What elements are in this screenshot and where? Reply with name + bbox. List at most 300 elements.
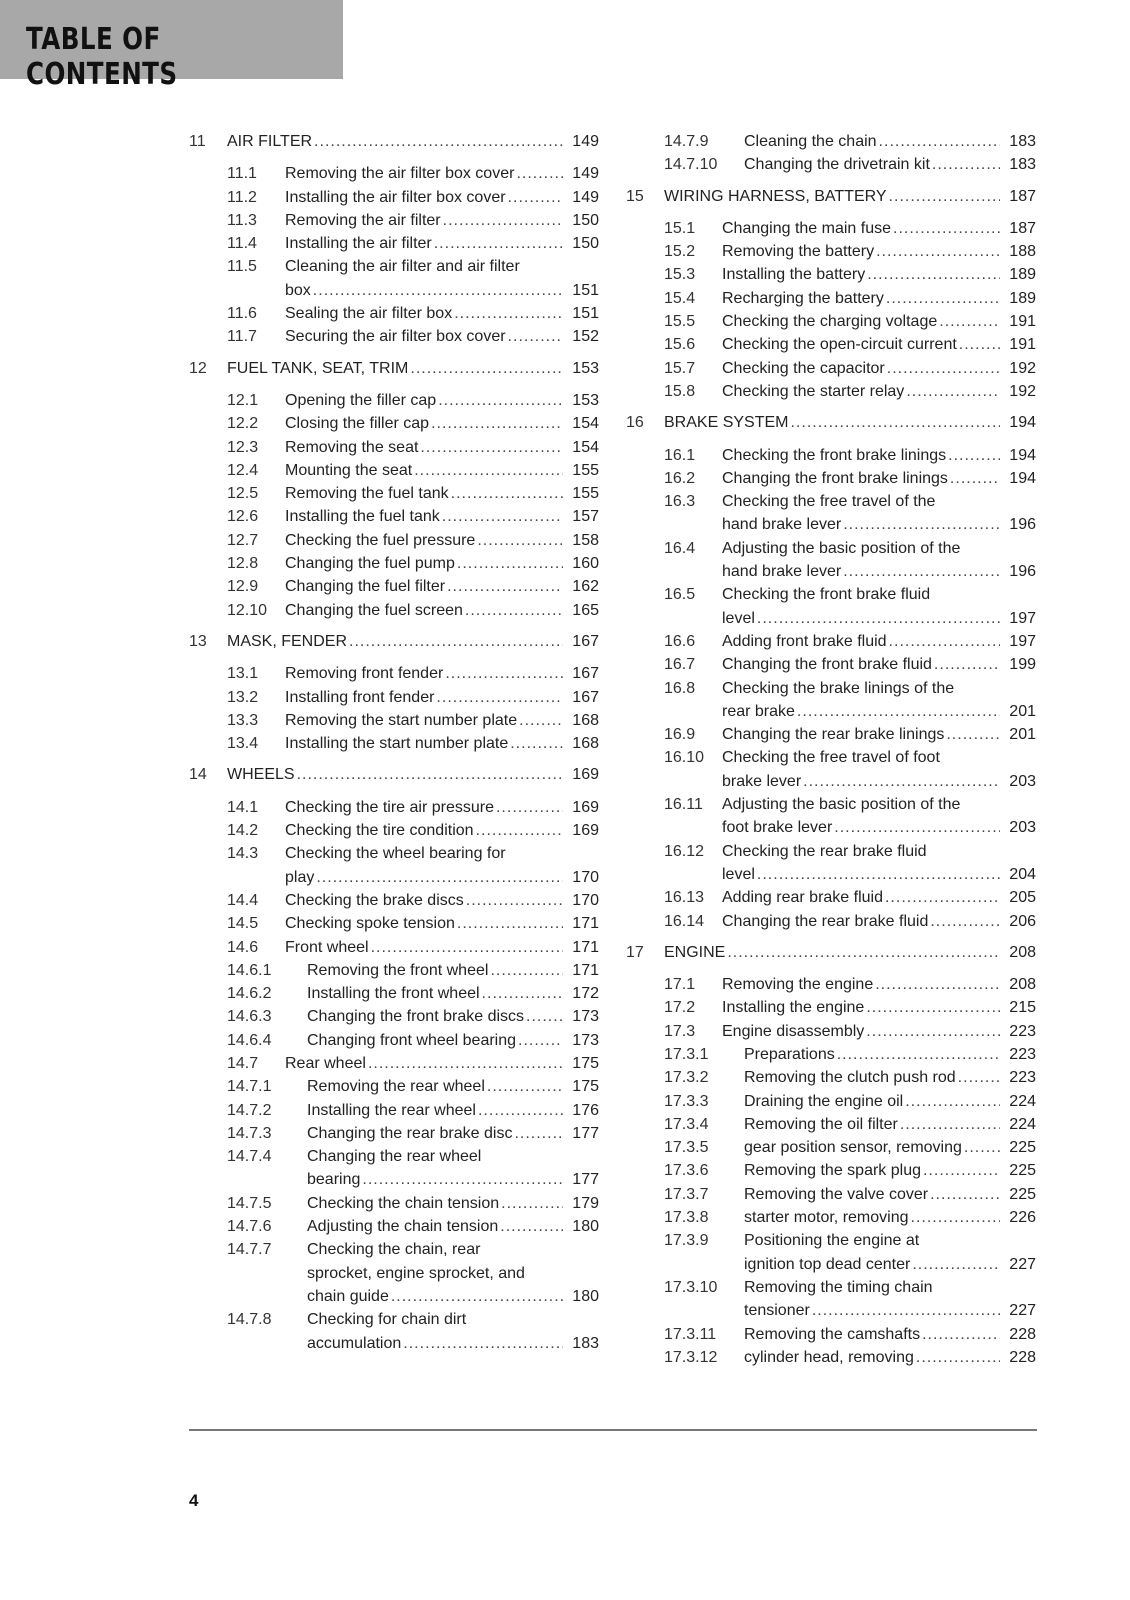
toc-entry[interactable] (189, 936, 599, 959)
toc-chapter-entry[interactable] (626, 411, 1036, 434)
toc-entry-title: Changing the fuel pump (285, 555, 455, 573)
toc-entry[interactable] (189, 842, 599, 889)
toc-entry[interactable] (626, 793, 1036, 840)
toc-entry[interactable] (189, 505, 599, 528)
toc-entry-title: Engine disassembly (722, 1022, 865, 1040)
dot-leader (893, 217, 1000, 240)
toc-entry-page: 197 (1009, 609, 1036, 627)
toc-entry-title: Changing the rear brake disc (307, 1124, 513, 1142)
toc-entry-title: Removing the battery (722, 243, 875, 261)
toc-entry-page: 160 (572, 555, 599, 573)
toc-entry-number: 16.3 (664, 493, 696, 511)
toc-entry[interactable] (189, 889, 599, 912)
toc-entry[interactable] (189, 552, 599, 575)
toc-entry[interactable] (189, 1052, 599, 1075)
toc-entry-title: AIR FILTER (227, 133, 313, 150)
toc-entry-title: Installing the air filter (285, 235, 432, 253)
dot-leader (371, 936, 563, 959)
toc-entry-number: 14.7 (227, 1054, 259, 1072)
toc-entry[interactable] (626, 357, 1036, 380)
toc-entry-page: 171 (572, 938, 599, 956)
toc-entry-page: 226 (1009, 1209, 1036, 1227)
toc-entry[interactable] (189, 1215, 599, 1238)
toc-entry[interactable] (626, 723, 1036, 746)
toc-entry-page: 204 (1009, 865, 1036, 883)
toc-entry-page: 227 (1009, 1255, 1036, 1273)
toc-entry-page: 153 (572, 359, 599, 377)
toc-entry-page: 152 (572, 328, 599, 346)
toc-entry[interactable] (189, 162, 599, 185)
toc-entry-title-line: Checking the brake linings of the (722, 679, 955, 697)
toc-entry[interactable] (626, 677, 1036, 724)
dot-leader (362, 1168, 563, 1191)
toc-entry-number: 12.1 (227, 391, 259, 409)
toc-entry-number: 14.4 (227, 891, 259, 909)
dot-leader (436, 686, 563, 709)
toc-entry[interactable] (189, 412, 599, 435)
dot-leader (438, 389, 563, 412)
toc-entry-title: Securing the air filter box cover (285, 328, 506, 346)
toc-entry-number: 16.1 (664, 446, 696, 464)
toc-entry-number: 14.7.1 (227, 1078, 272, 1096)
toc-entry-number: 14.7.5 (227, 1194, 272, 1212)
toc-entry-page: 150 (572, 235, 599, 253)
toc-entry-page: 208 (1009, 943, 1036, 961)
toc-entry[interactable] (626, 537, 1036, 584)
toc-entry[interactable] (189, 255, 599, 302)
toc-entry[interactable] (189, 1238, 599, 1308)
toc-entry-number: 12.8 (227, 555, 259, 573)
toc-entry[interactable] (626, 630, 1036, 653)
dot-leader (477, 529, 563, 552)
toc-entry[interactable] (626, 1159, 1036, 1182)
toc-entry-number: 14.7.8 (227, 1311, 272, 1329)
dot-leader (867, 263, 1000, 286)
toc-entry-number: 14 (189, 766, 207, 784)
toc-entry-number: 16 (626, 414, 644, 432)
toc-entry-number: 14.7.9 (664, 133, 709, 150)
dot-leader (964, 1136, 1000, 1159)
toc-entry[interactable] (189, 1075, 599, 1098)
toc-entry-number: 17.2 (664, 999, 696, 1017)
toc-entry[interactable] (626, 1229, 1036, 1276)
toc-entry[interactable] (189, 232, 599, 255)
toc-entry-page: 225 (1009, 1139, 1036, 1157)
toc-entry-title: accumulation (307, 1334, 402, 1352)
toc-entry-number: 16.7 (664, 656, 696, 674)
dot-leader (916, 1346, 1000, 1369)
toc-entry[interactable] (626, 153, 1036, 176)
toc-entry[interactable] (189, 1308, 599, 1355)
toc-entry[interactable] (626, 1206, 1036, 1229)
toc-entry[interactable] (189, 389, 599, 412)
toc-chapter-entry[interactable] (189, 630, 599, 653)
toc-entry-number: 14.3 (227, 845, 259, 863)
toc-entry[interactable] (189, 1029, 599, 1052)
toc-entry-page: 168 (572, 711, 599, 729)
toc-entry[interactable] (189, 1192, 599, 1215)
toc-entry-title: Adding rear brake fluid (722, 889, 883, 907)
toc-entry-number: 13.3 (227, 711, 259, 729)
toc-entry-number: 14.7.6 (227, 1218, 272, 1236)
toc-entry-page: 194 (1009, 414, 1036, 432)
toc-entry[interactable] (626, 444, 1036, 467)
toc-entry-title: Draining the engine oil (744, 1092, 904, 1110)
toc-entry[interactable] (189, 686, 599, 709)
dot-leader (790, 411, 1000, 434)
dot-leader (932, 153, 1000, 176)
toc-entry-title-line: Changing the rear wheel (307, 1148, 482, 1166)
dot-leader (866, 996, 1000, 1019)
dot-leader (948, 444, 1000, 467)
toc-entry-title: play (285, 868, 315, 886)
toc-entry[interactable] (626, 490, 1036, 537)
dot-leader (445, 662, 563, 685)
toc-entry-number: 15.5 (664, 313, 696, 331)
toc-entry-number: 17.3.10 (664, 1278, 718, 1296)
dot-leader (451, 482, 563, 505)
toc-entry-number: 13.4 (227, 735, 259, 753)
toc-entry-number: 14.6.4 (227, 1031, 272, 1049)
toc-entry-title: ENGINE (664, 943, 726, 961)
toc-entry-title: gear position sensor, removing (744, 1139, 962, 1157)
toc-entry-number: 13.1 (227, 665, 259, 683)
toc-entry[interactable] (626, 310, 1036, 333)
toc-entry-number: 17.3.12 (664, 1348, 718, 1366)
dot-leader (349, 630, 563, 653)
toc-entry-number: 12.3 (227, 438, 259, 456)
toc-entry[interactable] (626, 1323, 1036, 1346)
toc-entry-number: 14.2 (227, 822, 259, 840)
toc-entry[interactable] (189, 1122, 599, 1145)
toc-entry-page: 149 (572, 188, 599, 206)
toc-entry-page: 177 (572, 1124, 599, 1142)
toc-entry[interactable] (189, 1145, 599, 1192)
toc-entry-title: Changing the front brake fluid (722, 656, 932, 674)
toc-entry[interactable] (189, 482, 599, 505)
toc-entry-title: Removing the air filter (285, 211, 441, 229)
toc-entry[interactable] (189, 599, 599, 622)
toc-entry[interactable] (626, 380, 1036, 403)
toc-entry-number: 17.3.6 (664, 1162, 709, 1180)
toc-entry-page: 228 (1009, 1325, 1036, 1343)
toc-entry[interactable] (189, 575, 599, 598)
toc-entry-number: 13.2 (227, 688, 259, 706)
toc-entry-title: Installing front fender (285, 688, 435, 706)
toc-entry[interactable] (189, 529, 599, 552)
toc-entry[interactable] (189, 1099, 599, 1122)
toc-entry-title: Changing the front brake discs (307, 1008, 525, 1026)
toc-entry-title: Closing the filler cap (285, 415, 430, 433)
dot-leader (922, 1323, 1000, 1346)
toc-entry-number: 17.3.11 (664, 1325, 717, 1343)
toc-entry[interactable] (189, 459, 599, 482)
toc-entry[interactable] (189, 1005, 599, 1028)
toc-entry-page: 154 (572, 415, 599, 433)
toc-entry-title: Checking the fuel pressure (285, 531, 476, 549)
toc-entry-page: 206 (1009, 912, 1036, 930)
dot-leader (313, 279, 563, 302)
dot-leader (923, 1159, 1000, 1182)
toc-entry-title: Changing the main fuse (722, 219, 891, 237)
toc-entry-title: FUEL TANK, SEAT, TRIM (227, 359, 409, 377)
toc-entry[interactable] (626, 746, 1036, 793)
toc-entry[interactable] (189, 709, 599, 732)
toc-entry-title: Cleaning the chain (744, 133, 877, 150)
toc-entry-title-line: Checking the front brake fluid (722, 586, 931, 604)
toc-entry-number: 15.1 (664, 219, 696, 237)
toc-entry-number: 12 (189, 359, 207, 377)
toc-chapter-entry[interactable] (189, 357, 599, 380)
dot-leader (457, 552, 563, 575)
dot-leader (876, 240, 1000, 263)
toc-entry-page: 173 (572, 1008, 599, 1026)
dot-leader (297, 763, 563, 786)
toc-entry[interactable] (626, 1043, 1036, 1066)
toc-entry-title: Changing the rear brake fluid (722, 912, 929, 930)
dot-leader (514, 1122, 563, 1145)
toc-entry[interactable] (626, 653, 1036, 676)
toc-entry-title: Removing the valve cover (744, 1185, 929, 1203)
toc-entry[interactable] (189, 325, 599, 348)
toc-entry[interactable] (626, 1276, 1036, 1323)
toc-entry-page: 224 (1009, 1092, 1036, 1110)
dot-leader (516, 162, 563, 185)
dot-leader (496, 796, 563, 819)
toc-entry-page: 171 (572, 961, 599, 979)
toc-entry[interactable] (626, 1090, 1036, 1113)
toc-chapter-entry[interactable] (626, 185, 1036, 208)
toc-entry-number: 14.7.7 (227, 1241, 272, 1259)
toc-entry[interactable] (189, 732, 599, 755)
toc-entry-page: 175 (572, 1078, 599, 1096)
toc-entry-number: 11.1 (227, 165, 257, 183)
toc-entry-number: 17.3.2 (664, 1069, 709, 1087)
toc-entry-page: 201 (1009, 702, 1036, 720)
dot-leader (476, 819, 563, 842)
toc-entry[interactable] (189, 186, 599, 209)
toc-entry-number: 15.3 (664, 266, 696, 284)
dot-leader (434, 232, 563, 255)
toc-entry-title: Removing the front wheel (307, 961, 489, 979)
toc-entry-title: Removing the seat (285, 438, 419, 456)
toc-entry-number: 13 (189, 632, 207, 650)
toc-entry-page: 149 (572, 133, 599, 150)
toc-entry-page: 183 (1009, 156, 1036, 174)
toc-entry[interactable] (626, 217, 1036, 240)
dot-leader (797, 700, 1000, 723)
toc-entry-page: 205 (1009, 889, 1036, 907)
header-banner (0, 0, 343, 92)
toc-entry-number: 15.6 (664, 336, 696, 354)
dot-leader (905, 1090, 1000, 1113)
toc-entry[interactable] (626, 1136, 1036, 1159)
dot-leader (454, 302, 563, 325)
dot-leader (478, 1099, 563, 1122)
toc-entry-title: MASK, FENDER (227, 632, 348, 650)
toc-entry-number: 15.7 (664, 359, 696, 377)
toc-entry-title-line: Checking the free travel of the (722, 493, 936, 511)
toc-entry-page: 224 (1009, 1115, 1036, 1133)
dot-leader (946, 723, 1000, 746)
toc-entry-title: Recharging the battery (722, 289, 884, 307)
toc-entry-page: 183 (1009, 133, 1036, 150)
toc-entry-page: 155 (572, 485, 599, 503)
toc-entry-title: level (722, 609, 755, 627)
toc-entry-number: 12.10 (227, 601, 268, 619)
toc-entry-page: 223 (1009, 1069, 1036, 1087)
toc-entry-page: 167 (572, 688, 599, 706)
toc-entry[interactable] (626, 1020, 1036, 1043)
dot-leader (465, 599, 563, 622)
toc-entry-title-line: Adjusting the basic position of the (722, 539, 961, 557)
toc-entry[interactable] (626, 130, 1036, 153)
toc-entry[interactable] (189, 819, 599, 842)
toc-entry-title: brake lever (722, 772, 802, 790)
toc-entry-title: Checking the chain tension (307, 1194, 500, 1212)
toc-entry[interactable] (626, 973, 1036, 996)
toc-chapter-entry[interactable] (189, 763, 599, 786)
toc-entry[interactable] (189, 796, 599, 819)
dot-leader (757, 863, 1000, 886)
toc-entry-title-line: Removing the timing chain (744, 1278, 933, 1296)
dot-leader (447, 575, 563, 598)
toc-entry-number: 17.3.5 (664, 1139, 709, 1157)
toc-entry-page: 155 (572, 461, 599, 479)
toc-entry-number: 12.9 (227, 578, 259, 596)
toc-chapter-entry[interactable] (626, 941, 1036, 964)
toc-entry-title: Front wheel (285, 938, 369, 956)
toc-entry-title-line: Checking the rear brake fluid (722, 842, 927, 860)
toc-entry[interactable] (626, 1183, 1036, 1206)
toc-entry[interactable] (626, 1066, 1036, 1089)
toc-entry-title-line: Checking the chain, rear (307, 1241, 481, 1259)
toc-entry-page: 158 (572, 531, 599, 549)
toc-column-right (626, 130, 1036, 1369)
dot-leader (812, 1299, 1000, 1322)
toc-entry[interactable] (626, 1113, 1036, 1136)
toc-entry-page: 168 (572, 735, 599, 753)
dot-leader (875, 973, 1000, 996)
toc-entry[interactable] (626, 886, 1036, 909)
toc-entry-page: 203 (1009, 772, 1036, 790)
toc-entry-title: Removing front fender (285, 665, 444, 683)
toc-entry[interactable] (626, 1346, 1036, 1369)
toc-entry[interactable] (626, 287, 1036, 310)
toc-entry-title: Rear wheel (285, 1054, 366, 1072)
toc-entry[interactable] (626, 333, 1036, 356)
toc-entry-page: 169 (572, 798, 599, 816)
toc-entry-number: 14.6 (227, 938, 259, 956)
toc-entry[interactable] (626, 910, 1036, 933)
toc-entry-number: 16.14 (664, 912, 705, 930)
toc-entry[interactable] (189, 302, 599, 325)
toc-entry-title-line: Adjusting the basic position of the (722, 796, 961, 814)
toc-entry-page: 170 (572, 868, 599, 886)
toc-entry[interactable] (189, 912, 599, 935)
dot-leader (482, 982, 563, 1005)
toc-entry-page: 167 (572, 632, 599, 650)
toc-entry-page: 196 (1009, 516, 1036, 534)
toc-entry-number: 14.6.1 (227, 961, 272, 979)
toc-entry-title: Mounting the seat (285, 461, 413, 479)
toc-column-left (189, 130, 599, 1355)
dot-leader (889, 185, 1000, 208)
dot-leader (950, 467, 1000, 490)
toc-chapter-entry[interactable] (189, 130, 599, 153)
toc-entry[interactable] (189, 959, 599, 982)
toc-entry-page: 153 (572, 391, 599, 409)
toc-entry[interactable] (626, 263, 1036, 286)
toc-entry-page: 171 (572, 915, 599, 933)
dot-leader (912, 1253, 1000, 1276)
toc-entry-title: Preparations (744, 1045, 835, 1063)
toc-entry-page: 215 (1009, 999, 1036, 1017)
toc-entry-page: 187 (1009, 187, 1036, 205)
dot-leader (490, 959, 563, 982)
toc-entry[interactable] (626, 996, 1036, 1019)
toc-entry[interactable] (189, 982, 599, 1005)
toc-entry[interactable] (626, 583, 1036, 630)
toc-entry-page: 154 (572, 438, 599, 456)
toc-entry-title: Removing the start number plate (285, 711, 518, 729)
toc-entry-title: WIRING HARNESS, BATTERY (664, 187, 887, 205)
toc-entry-page: 203 (1009, 819, 1036, 837)
toc-entry-title: Installing the start number plate (285, 735, 509, 753)
toc-entry-title: Changing the fuel screen (285, 601, 463, 619)
toc-entry-page: 197 (1009, 632, 1036, 650)
toc-entry[interactable] (189, 209, 599, 232)
dot-leader (420, 436, 563, 459)
dot-leader (487, 1075, 563, 1098)
toc-entry-title: cylinder head, removing (744, 1348, 914, 1366)
dot-leader (508, 186, 563, 209)
toc-entry-title: Removing the camshafts (744, 1325, 921, 1343)
toc-entry-title: WHEELS (227, 766, 295, 784)
toc-entry-title: Removing the rear wheel (307, 1078, 485, 1096)
toc-entry[interactable] (626, 240, 1036, 263)
dot-leader (959, 333, 1000, 356)
dot-leader (803, 770, 1000, 793)
toc-entry-number: 16.2 (664, 469, 696, 487)
toc-entry-title: tensioner (744, 1302, 810, 1320)
dot-leader (887, 357, 1000, 380)
toc-entry-title-line: Positioning the engine at (744, 1232, 920, 1250)
toc-entry-number: 17.3.7 (664, 1185, 709, 1203)
toc-entry-number: 11.2 (227, 188, 257, 206)
toc-entry[interactable] (626, 467, 1036, 490)
dot-leader (414, 459, 563, 482)
toc-entry-number: 17.3.9 (664, 1232, 709, 1250)
dot-leader (519, 709, 563, 732)
dot-leader (911, 1206, 1001, 1229)
toc-entry-number: 12.7 (227, 531, 259, 549)
toc-entry-title: Checking the charging voltage (722, 313, 938, 331)
toc-entry-title: Checking the capacitor (722, 359, 885, 377)
dot-leader (879, 130, 1000, 153)
toc-entry-title: Installing the battery (722, 266, 866, 284)
toc-entry[interactable] (189, 662, 599, 685)
toc-entry-title: Changing the drivetrain kit (744, 156, 930, 174)
toc-entry-number: 16.13 (664, 889, 705, 907)
toc-entry[interactable] (189, 436, 599, 459)
dot-leader (501, 1192, 563, 1215)
toc-entry-title: Checking the starter relay (722, 382, 905, 400)
page-title: TABLE OF CONTENTS (26, 22, 178, 92)
toc-entry[interactable] (626, 840, 1036, 887)
toc-entry-number: 16.12 (664, 842, 705, 860)
dot-leader (843, 513, 1000, 536)
